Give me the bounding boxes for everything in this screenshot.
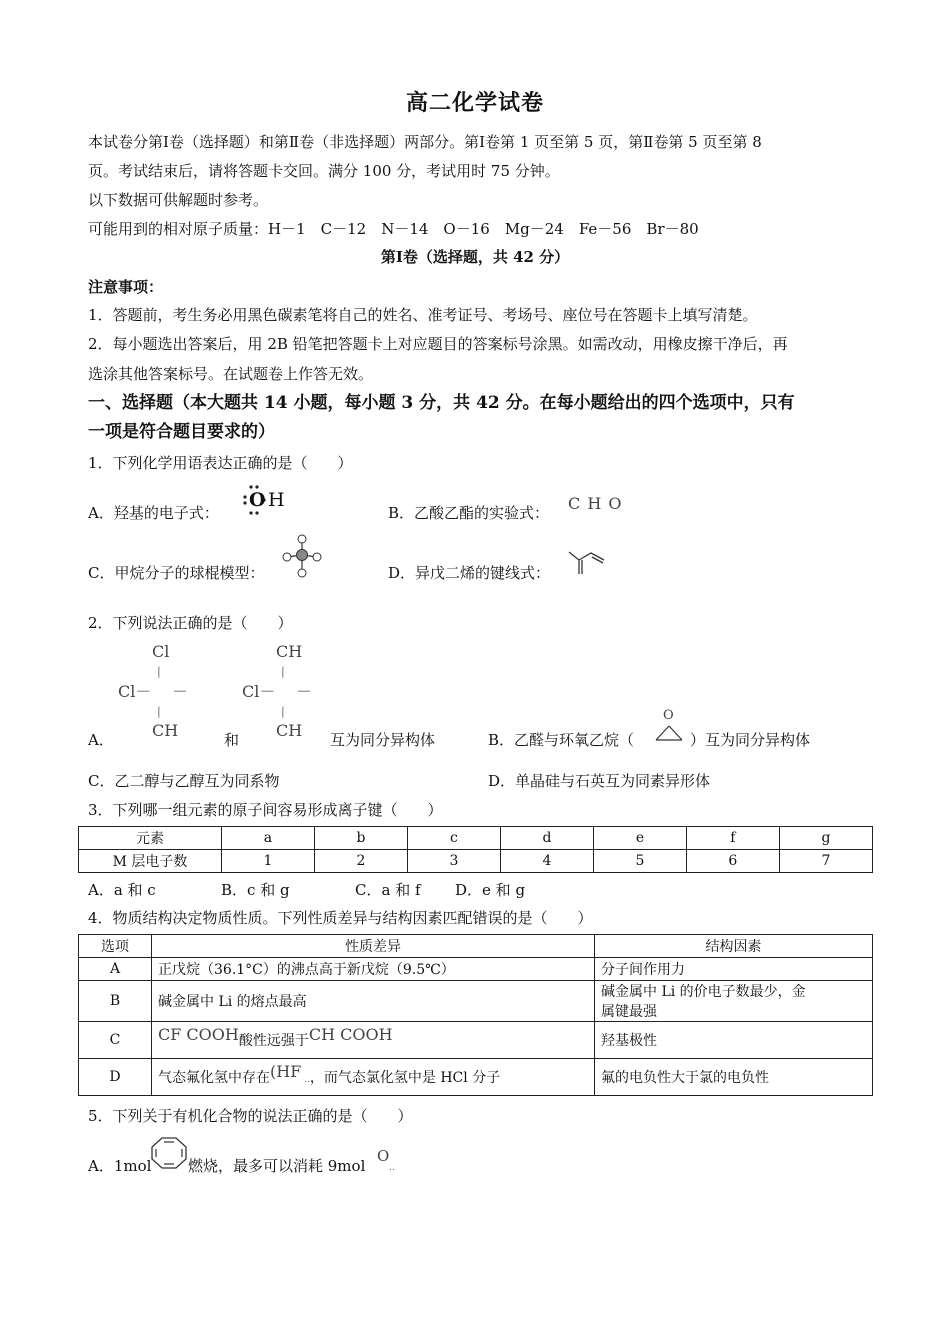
table-cell: g <box>779 827 872 850</box>
q4-d-prefix: 气态氟化氢中存在 <box>158 1070 270 1086</box>
table-cell: A <box>79 958 152 981</box>
table-cell: d <box>500 827 593 850</box>
q2-option-b-prefix: B．乙醛与环氧乙烷（ <box>488 731 635 749</box>
page-title: 高二化学试卷 <box>405 90 544 116</box>
q2-and: 和 <box>224 731 240 749</box>
table-row <box>79 850 873 873</box>
table-cell: 分子间作用力 <box>595 958 873 981</box>
table-cell <box>152 1022 595 1059</box>
atomic-masses: 可能用到的相对原子质量：H－1 C－12 N－14 O－16 Mg－24 Fe－56 Br－80 <box>88 220 699 238</box>
q2-struct1-top: Cl <box>152 642 170 661</box>
q4-c-formula2: CH COOH <box>308 1025 393 1044</box>
q2-struct2-top: CH <box>276 642 303 661</box>
q2-struct2-bond-top: | <box>281 665 285 678</box>
q2-struct1-bottom: CH <box>152 721 179 740</box>
q4-table <box>78 934 873 1096</box>
q3-option-b: B．c 和 g <box>221 881 290 899</box>
q1-option-d: D．异戊二烯的键线式： <box>388 564 551 582</box>
section1-heading-b: 一项是符合题目要求的） <box>88 422 275 442</box>
table-cell: 性质差异 <box>152 935 595 958</box>
table-cell: a <box>222 827 315 850</box>
table-cell: 6 <box>686 850 779 873</box>
q2-option-a-suffix: 互为同分异构体 <box>330 731 436 749</box>
table-cell: 元素 <box>79 827 222 850</box>
q2-option-b-suffix: ）互为同分异构体 <box>690 731 811 749</box>
q2-struct2-left: Cl－ <box>242 682 276 701</box>
q2-struct1-left: Cl－ <box>118 682 152 701</box>
q5-o2: O <box>377 1147 390 1165</box>
q4-d-formula: (HF <box>270 1062 302 1081</box>
q3-table <box>78 826 873 873</box>
notice-2a: 2．每小题选出答案后，用 2B 铅笔把答题卡上对应题目的答案标号涂黑。如需改动，用橡皮擦干净后，再 <box>88 335 788 353</box>
section1-heading-a: 一、选择题（本大题共 14 小题，每小题 3 分，共 42 分。在每小题给出的四个选项中，只有 <box>88 393 795 413</box>
table-row <box>79 935 873 958</box>
table-cell: C <box>79 1022 152 1059</box>
q2-struct2-dash: － <box>296 682 313 701</box>
table-row <box>79 981 873 1022</box>
table-cell: 选项 <box>79 935 152 958</box>
q4-b-factor-line1: 碱金属中 Li 的价电子数最少，金 <box>601 984 806 1000</box>
cyclooctatetraene-structure <box>150 1136 188 1170</box>
table-cell: 2 <box>314 850 407 873</box>
q1-stem: 1．下列化学用语表达正确的是（ ） <box>88 454 353 472</box>
table-cell: 4 <box>500 850 593 873</box>
table-cell: c <box>408 827 501 850</box>
q2-epoxide-o: O <box>663 708 674 723</box>
table-cell: 结构因素 <box>595 935 873 958</box>
table-row <box>79 1022 873 1059</box>
q3-option-d: D．e 和 g <box>455 881 526 899</box>
part1-heading: 第Ⅰ卷（选择题，共 42 分） <box>380 248 570 266</box>
q2-option-a-prefix: A． <box>88 731 114 749</box>
q5-option-a-prefix: A．1mol <box>88 1157 152 1175</box>
q1-a-h: H <box>268 489 285 511</box>
q2-struct1-bond-bottom: | <box>157 705 161 718</box>
q1-a-o: O <box>249 489 266 511</box>
table-cell: M 层电子数 <box>79 850 222 873</box>
q1-option-c: C．甲烷分子的球棍模型： <box>88 564 265 582</box>
q4-b-factor-line2: 属键最强 <box>601 1004 657 1020</box>
table-cell: 5 <box>594 850 687 873</box>
q4-d-formula-sub: .. <box>301 1075 310 1085</box>
table-cell: 1 <box>222 850 315 873</box>
table-cell: 碱金属中 Li 的熔点最高 <box>152 981 595 1022</box>
table-row <box>79 827 873 850</box>
q5-o2-sub: .. <box>389 1163 395 1173</box>
table-cell: 3 <box>408 850 501 873</box>
q2-option-c: C．乙二醇与乙醇互为同系物 <box>88 772 280 790</box>
notice-title: 注意事项： <box>88 278 164 296</box>
q3-option-c: C．a 和 f <box>355 881 421 899</box>
q1-option-b: B．乙酸乙酯的实验式： <box>388 504 550 522</box>
q3-stem: 3．下列哪一组元素的原子间容易形成离子键（ ） <box>88 801 443 819</box>
table-cell: e <box>594 827 687 850</box>
intro-line-2: 页。考试结束后，请将答题卡交回。满分 100 分，考试用时 75 分钟。 <box>88 162 560 180</box>
intro-line-1: 本试卷分第Ⅰ卷（选择题）和第Ⅱ卷（非选择题）两部分。第Ⅰ卷第 1 页至第 5 页，第Ⅱ卷第 5 页至第 8 <box>88 133 762 151</box>
table-cell: 氟的电负性大于氯的电负性 <box>595 1059 873 1096</box>
table-cell: 正戊烷（36.1°C）的沸点高于新戊烷（9.5℃） <box>152 958 595 981</box>
table-cell: B <box>79 981 152 1022</box>
table-row <box>79 1059 873 1096</box>
q2-struct1-dash: － <box>172 682 189 701</box>
q3-option-a: A．a 和 c <box>88 881 156 899</box>
q2-stem: 2．下列说法正确的是（ ） <box>88 614 293 632</box>
table-cell: f <box>686 827 779 850</box>
table-cell: b <box>314 827 407 850</box>
q2-struct1-bond-top: | <box>157 665 161 678</box>
q4-d-suffix: ，而气态氯化氢中是 HCl 分子 <box>309 1070 501 1086</box>
q1-option-a: A．羟基的电子式： <box>88 504 219 522</box>
q5-option-a-mid: 燃烧，最多可以消耗 9mol <box>188 1157 366 1175</box>
q2-struct2-bottom: CH <box>276 721 303 740</box>
table-row <box>79 958 873 981</box>
q5-stem: 5．下列关于有机化合物的说法正确的是（ ） <box>88 1107 413 1125</box>
table-cell: 羟基极性 <box>595 1022 873 1059</box>
notice-1: 1．答题前，考生务必用黑色碳素笔将自己的姓名、准考证号、考场号、座位号在答题卡上填写清楚。 <box>88 306 758 324</box>
q1-b-formula: C H O <box>568 494 623 513</box>
q4-c-mid: 酸性远强于 <box>238 1033 309 1049</box>
q4-c-formula1: CF COOH <box>158 1025 239 1044</box>
methane-ball-stick-model <box>280 533 324 579</box>
notice-2b: 选涂其他答案标号。在试题卷上作答无效。 <box>88 365 374 383</box>
table-cell: 7 <box>779 850 872 873</box>
q2-option-d: D．单晶硅与石英互为同素异形体 <box>488 772 711 790</box>
table-cell <box>595 981 873 1022</box>
q2-struct2-bond-bottom: | <box>281 705 285 718</box>
table-cell: D <box>79 1059 152 1096</box>
q4-stem: 4．物质结构决定物质性质。下列性质差异与结构因素匹配错误的是（ ） <box>88 909 593 927</box>
isoprene-skeletal-formula <box>566 548 610 576</box>
table-cell <box>152 1059 595 1096</box>
intro-line-3: 以下数据可供解题时参考。 <box>88 191 269 209</box>
